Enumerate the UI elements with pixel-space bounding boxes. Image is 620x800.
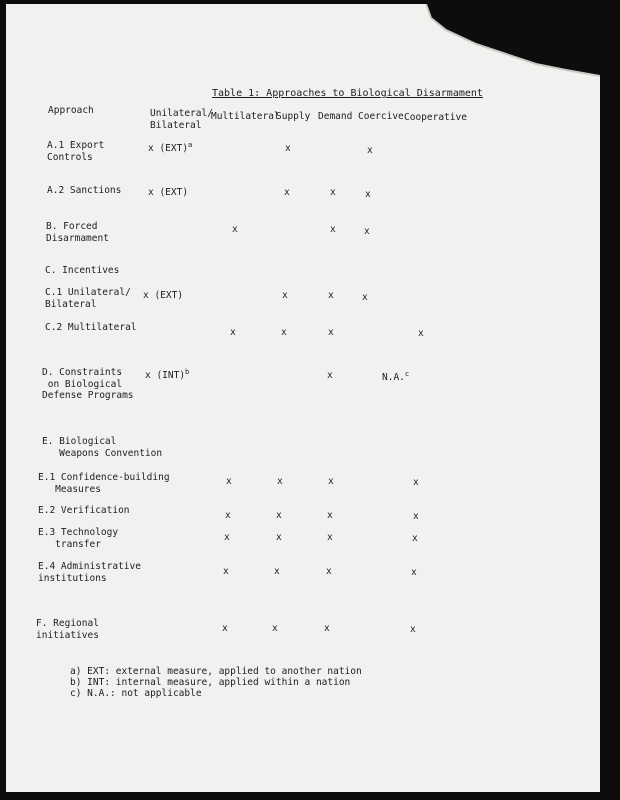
footnote-marker: c <box>404 370 410 378</box>
cell-supply: x <box>272 623 278 634</box>
cell-demand: x <box>327 510 333 521</box>
row-label: C.1 Unilateral/ Bilateral <box>45 287 131 310</box>
cell-supply: x <box>274 566 280 577</box>
header-supply: Supply <box>276 111 311 122</box>
cell-demand: x <box>324 623 330 634</box>
footnote-marker: a <box>188 141 193 149</box>
cell-coercive: N.A.$^c$ <box>382 370 410 383</box>
footnote-a: a) EXT: external measure, applied to another nation <box>70 666 362 677</box>
cell-multilateral: x <box>225 510 231 521</box>
cell-multilateral: x <box>230 327 236 338</box>
cell-supply: x <box>281 327 287 338</box>
cell-multilateral: x <box>224 532 230 543</box>
cell-demand: x <box>328 327 334 338</box>
cell-unilateral: x (INT)$^b$ <box>145 368 190 381</box>
cell-coercive: x <box>367 145 373 156</box>
cell-multilateral: x <box>222 623 228 634</box>
cell-supply: x <box>285 143 291 154</box>
cell-cooperative: x <box>413 477 419 488</box>
cell-demand: x <box>330 187 336 198</box>
footnote-b: b) INT: internal measure, applied within a nation <box>70 677 351 688</box>
cell-supply: x <box>276 532 282 543</box>
cell-multilateral: x <box>232 224 238 235</box>
row-label: D. Constraints on Biological Defense Programs <box>42 367 134 401</box>
cell-coercive: x <box>362 292 368 303</box>
row-label: A.2 Sanctions <box>47 185 122 196</box>
header-multilateral: Multilateral <box>211 111 280 122</box>
cell-unilateral: x (EXT) <box>143 290 184 301</box>
cell-supply: x <box>276 510 282 521</box>
cell-demand: x <box>327 532 333 543</box>
header-cooperative: Cooperative <box>404 112 467 123</box>
row-label: E.4 Administrative institutions <box>38 561 141 584</box>
row-label: C. Incentives <box>45 265 120 276</box>
header-demand: Demand <box>318 111 353 122</box>
cell-coercive: x <box>364 226 370 237</box>
cell-demand: x <box>328 476 334 487</box>
cell-supply: x <box>284 187 290 198</box>
header-coercive: Coercive <box>358 111 404 122</box>
footnote-marker: b <box>185 368 190 376</box>
cell-supply: x <box>277 476 283 487</box>
row-label: E.3 Technology transfer <box>38 527 119 550</box>
cell-cooperative: x <box>412 533 418 544</box>
row-label: A.1 Export Controls <box>47 140 105 163</box>
row-label: B. Forced Disarmament <box>46 221 109 244</box>
cell-unilateral: x (EXT)$^a$ <box>148 141 193 154</box>
cell-demand: x <box>330 224 336 235</box>
cell-demand: x <box>327 370 333 381</box>
header-approach: Approach <box>48 105 94 116</box>
header-unilateral: Unilateral/ Bilateral <box>150 108 213 131</box>
cell-cooperative: x <box>410 624 416 635</box>
row-label: E.1 Confidence-building Measures <box>38 472 170 495</box>
cell-cooperative: x <box>411 567 417 578</box>
row-label: E.2 Verification <box>38 505 130 516</box>
cell-multilateral: x <box>226 476 232 487</box>
cell-cooperative: x <box>418 328 424 339</box>
table-title: Table 1: Approaches to Biological Disarmament <box>212 88 483 99</box>
row-label: C.2 Multilateral <box>45 322 137 333</box>
row-label: F. Regional initiatives <box>36 618 99 641</box>
row-label: E. Biological Weapons Convention <box>42 436 163 459</box>
cell-demand: x <box>326 566 332 577</box>
cell-demand: x <box>328 290 334 301</box>
cell-supply: x <box>282 290 288 301</box>
cell-cooperative: x <box>413 511 419 522</box>
cell-multilateral: x <box>223 566 229 577</box>
footnote-c: c) N.A.: not applicable <box>70 688 202 699</box>
cell-unilateral: x (EXT) <box>148 187 189 198</box>
cell-coercive: x <box>365 189 371 200</box>
